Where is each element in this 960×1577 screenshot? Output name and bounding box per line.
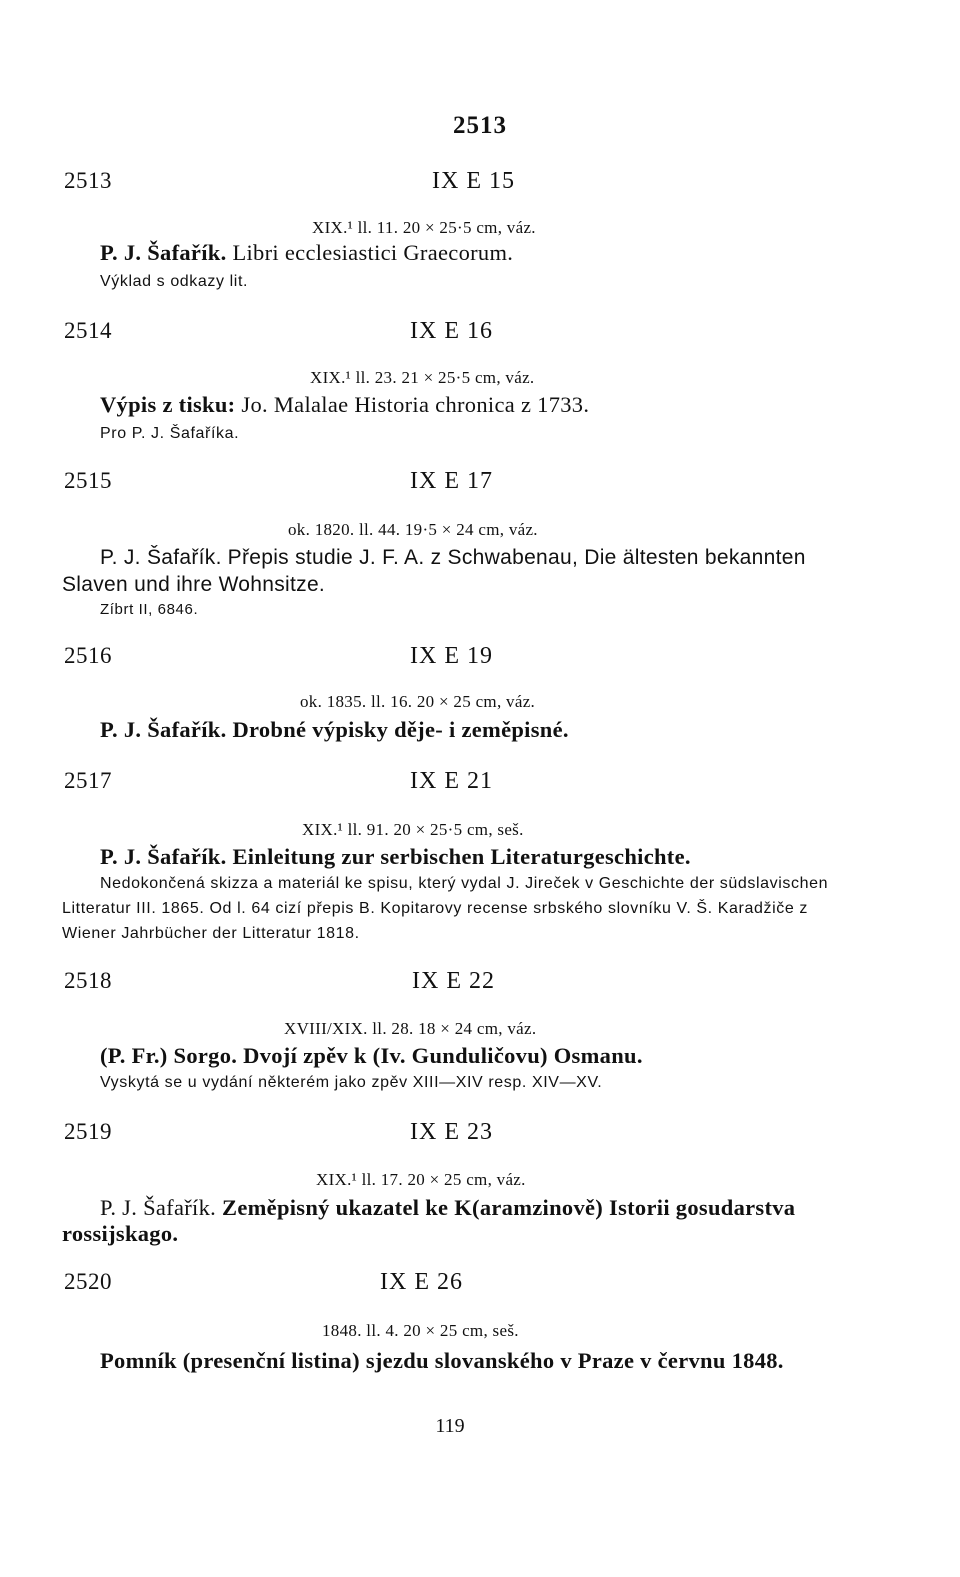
page-number: 119 — [435, 1415, 465, 1437]
entry-title-text: Jo. Malalae Historia chronica z 1733. — [241, 392, 590, 417]
physical-description: XIX.¹ ll. 17. 20 × 25 cm, váz. — [316, 1170, 526, 1189]
entry-title — [62, 544, 862, 598]
entry-title-text: Einleitung zur serbischen Literaturgeschichte. — [232, 844, 691, 869]
shelf-signature: IX E 26 — [380, 1269, 463, 1295]
entry-title-text: Libri ecclesiastici Graecorum. — [232, 240, 514, 265]
entry-author: P. J. Šafařík. — [100, 1195, 217, 1220]
entry-note: Vyskytá se u vydání některém jako zpěv XIII—XIV resp. XIV—XV. — [100, 1074, 603, 1091]
entry-title — [62, 1195, 850, 1247]
entry-title-text: Zeměpisný ukazatel ke K(aramzinově) Istorii gosudarstva rossijskago. — [62, 1195, 796, 1246]
entry-number: 2514 — [64, 318, 112, 343]
entry-number: 2515 — [64, 468, 112, 493]
entry-title — [100, 844, 860, 870]
physical-description: ok. 1820. ll. 44. 19·5 × 24 cm, váz. — [288, 520, 538, 539]
entry-note: Výklad s odkazy lit. — [100, 273, 249, 290]
entry-title — [100, 392, 860, 418]
entry-number: 2516 — [64, 643, 112, 668]
entry-note: Nedokončená skizza a materiál ke spisu, který vydal J. Jireček v Geschichte der südslavischen Litteratur III. 1865. Od l. 64 cizí přepis B. Kopitarovy recense srbského slovníku V. Š. Karadžiče z Wiener Jahrbücher der Litteratur 1818. — [62, 875, 829, 942]
entry-title-text: Dvojí zpěv k (Iv. Gunduličovu) Osmanu. — [243, 1043, 643, 1068]
entry-author: P. J. Šafařík. — [100, 240, 227, 265]
entry-number: 2513 — [64, 168, 112, 193]
shelf-signature: IX E 21 — [410, 768, 493, 794]
entry-note: Zíbrt II, 6846. — [100, 601, 199, 618]
entry-author: P. J. Šafařík. — [100, 844, 227, 869]
physical-description: XIX.¹ ll. 91. 20 × 25·5 cm, seš. — [302, 820, 524, 839]
shelf-signature: IX E 15 — [432, 168, 515, 194]
physical-description: XVIII/XIX. ll. 28. 18 × 24 cm, váz. — [284, 1019, 537, 1038]
entry-author: (P. Fr.) Sorgo. — [100, 1043, 238, 1068]
entry-title-text: Pomník (presenční listina) sjezdu slovanského v Praze v červnu 1848. — [100, 1348, 784, 1373]
entry-title — [62, 1348, 850, 1374]
entry-author: Výpis z tisku: — [100, 392, 236, 417]
physical-description: XIX.¹ ll. 11. 20 × 25·5 cm, váz. — [312, 218, 536, 237]
entry-title-text: Přepis studie J. F. A. z Schwabenau, Die ältesten bekannten Slaven und ihre Wohnsitze. — [62, 546, 806, 596]
entry-author: P. J. Šafařík. — [100, 717, 227, 742]
entry-title — [100, 1043, 860, 1069]
physical-description: 1848. ll. 4. 20 × 25 cm, seš. — [322, 1321, 519, 1340]
entry-title-text: Drobné výpisky děje- i zeměpisné. — [232, 717, 569, 742]
shelf-signature: IX E 23 — [410, 1119, 493, 1145]
entry-title — [100, 240, 860, 266]
entry-author: P. J. Šafařík. — [100, 546, 222, 569]
shelf-signature: IX E 16 — [410, 318, 493, 344]
shelf-signature: IX E 19 — [410, 643, 493, 669]
shelf-signature: IX E 22 — [412, 968, 495, 994]
physical-description: XIX.¹ ll. 23. 21 × 25·5 cm, váz. — [310, 368, 535, 387]
running-head: 2513 — [453, 112, 507, 139]
entry-number: 2517 — [64, 768, 112, 793]
entry-number: 2519 — [64, 1119, 112, 1144]
entry-number: 2520 — [64, 1269, 112, 1294]
shelf-signature: IX E 17 — [410, 468, 493, 494]
entry-title — [100, 717, 860, 743]
physical-description: ok. 1835. ll. 16. 20 × 25 cm, váz. — [300, 692, 536, 711]
entry-note: Pro P. J. Šafaříka. — [100, 425, 240, 442]
entry-number: 2518 — [64, 968, 112, 993]
